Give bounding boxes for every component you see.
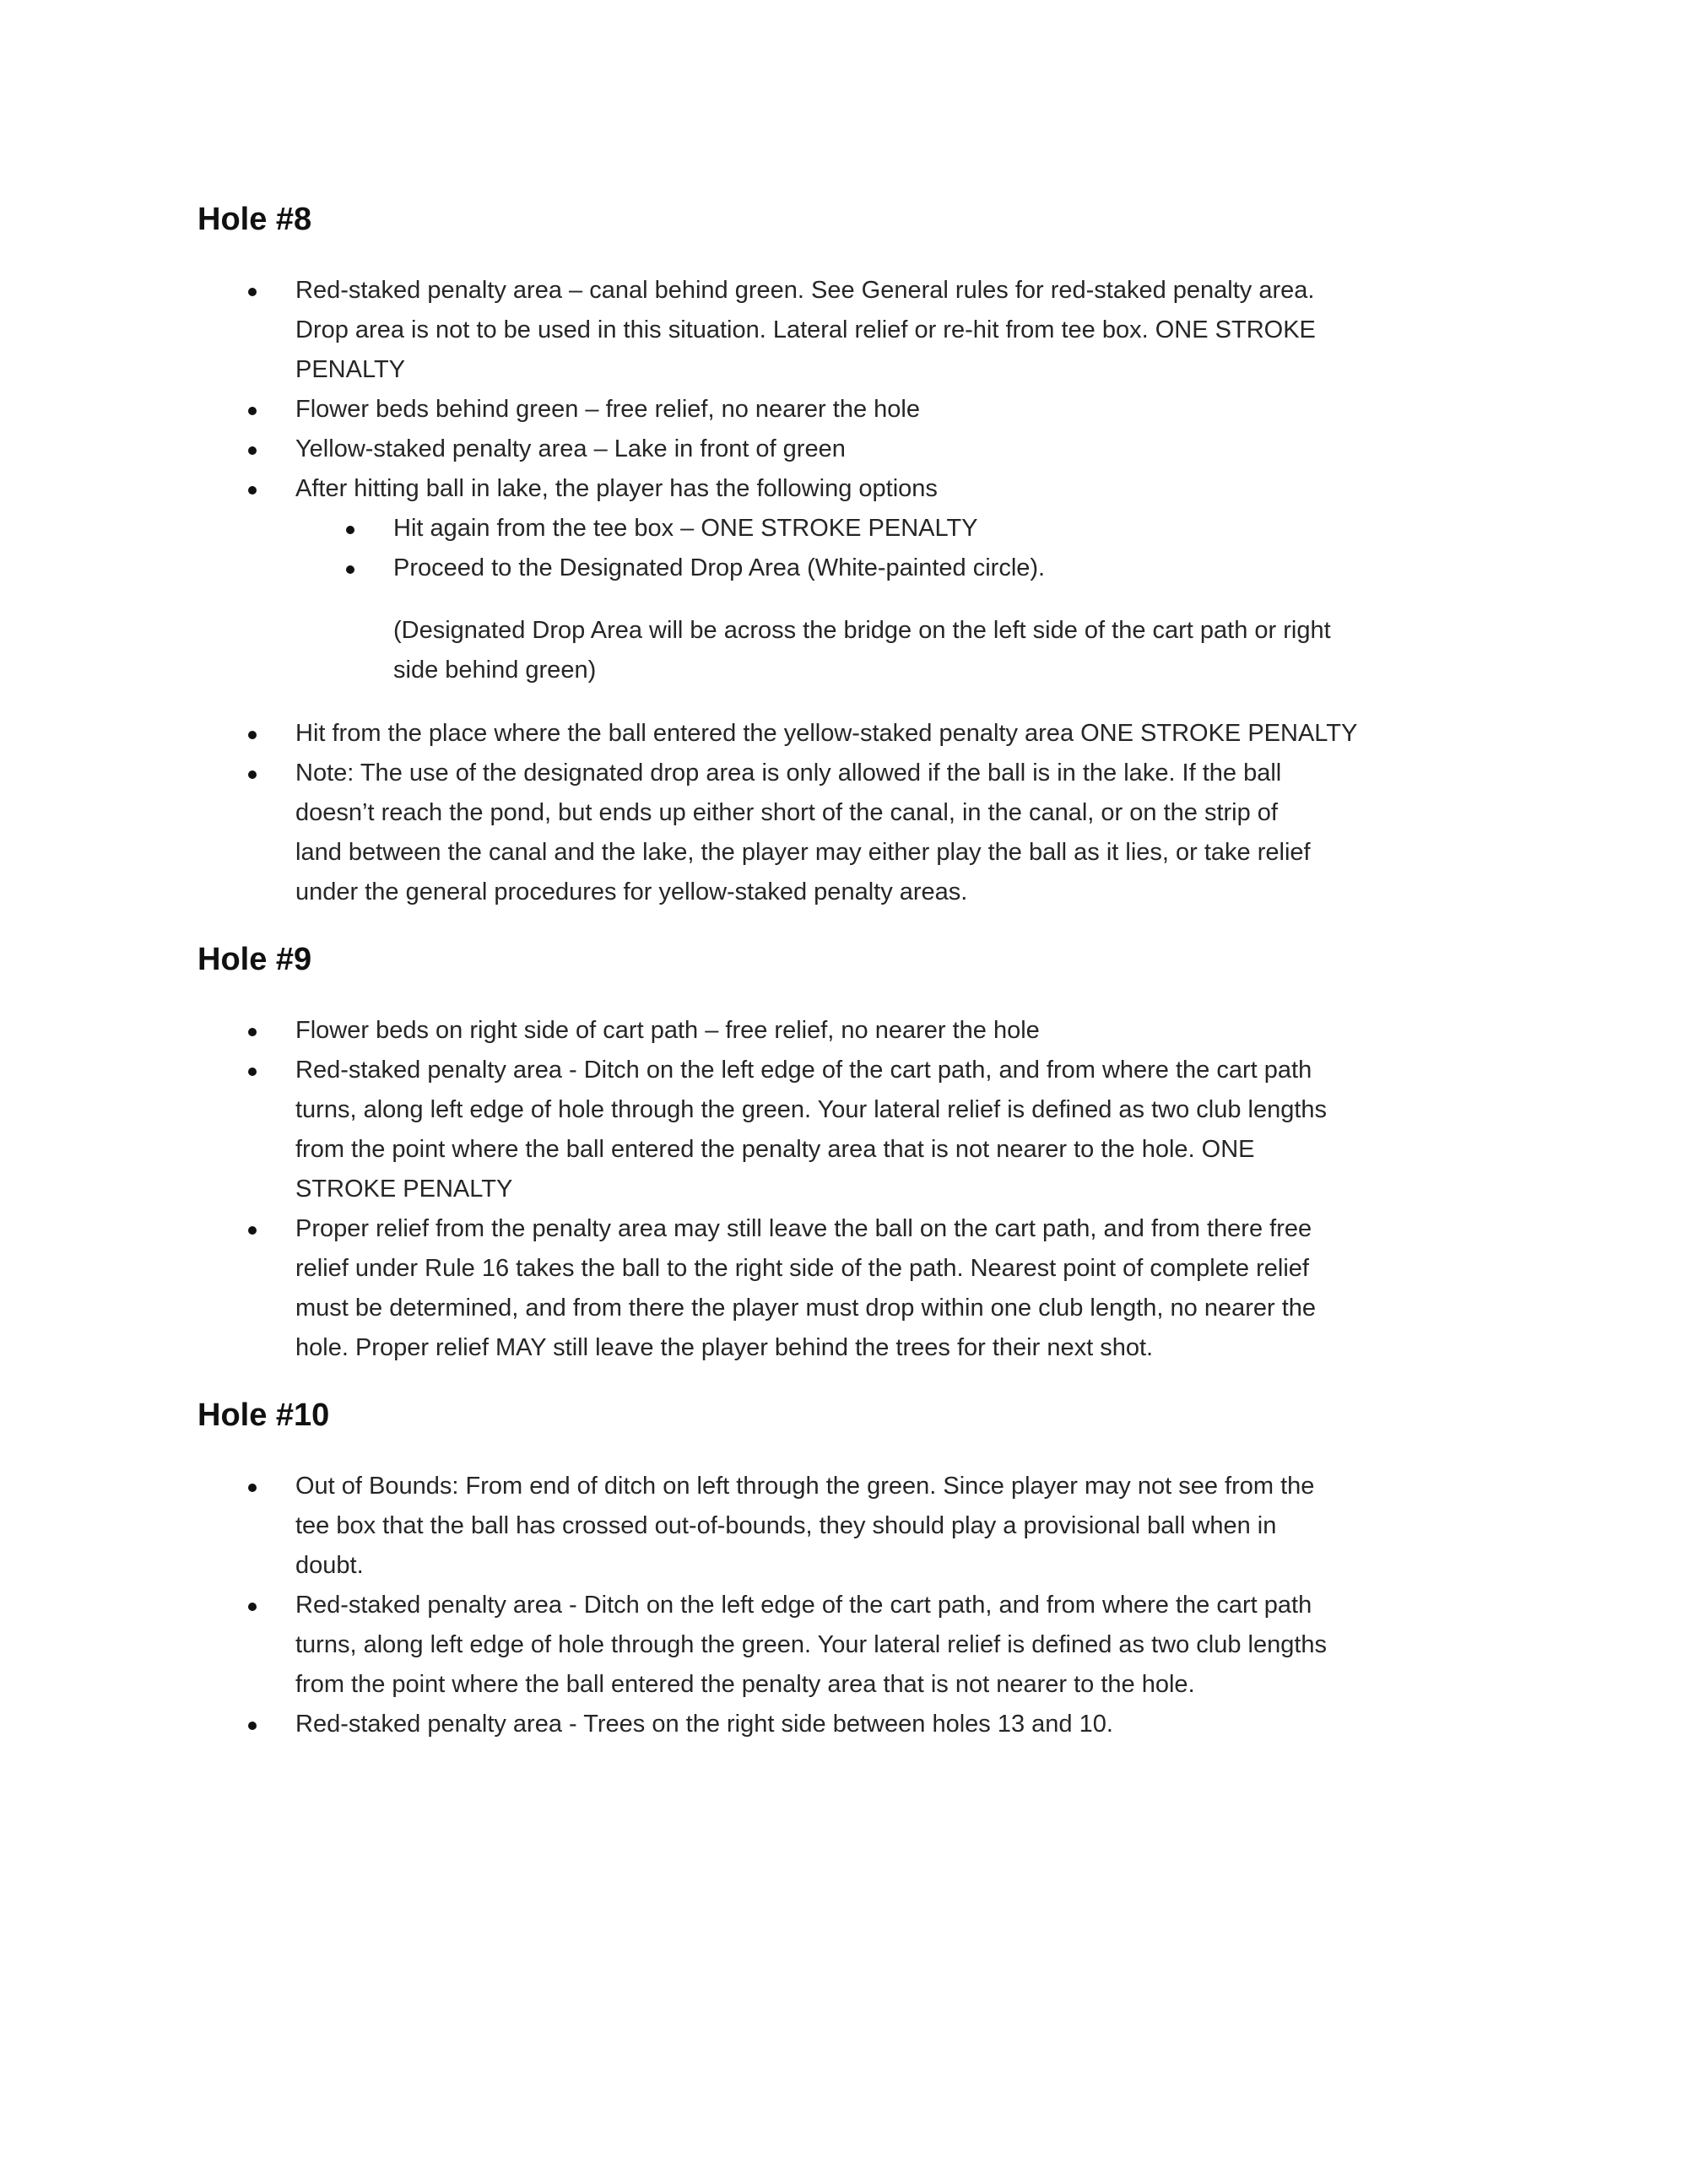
document-page [197,200,1497,1744]
bullet-icon [248,486,257,495]
text-line: Red-staked penalty area - Ditch on the left edge of the cart path, and from where the cart path [295,1057,1312,1084]
section-hole-8 [197,200,1497,912]
text-line: land between the canal and the lake, the player may either play the ball as it lies, or take relief [295,839,1311,866]
text-line: Hit from the place where the ball entered the yellow-staked penalty area ONE STROKE PENALTY [295,720,1358,747]
bullet-icon [248,1028,257,1036]
section-hole-9 [197,940,1497,1368]
text-line: Proper relief from the penalty area may still leave the ball on the cart path, and from there free [295,1215,1312,1242]
text-line: tee box that the ball has crossed out-of-bounds, they should play a provisional ball when in [295,1512,1277,1539]
list-item [197,1705,1497,1744]
text-line: (Designated Drop Area will be across the bridge on the left side of the cart path or right [393,617,1331,644]
text-line: doesn’t reach the pond, but ends up either short of the canal, in the canal, or on the strip of [295,799,1278,826]
text-line: under the general procedures for yellow-staked penalty areas. [295,878,968,905]
text-line: After hitting ball in lake, the player has the following options [295,475,938,502]
text-line: turns, along left edge of hole through the green. Your lateral relief is defined as two club lengths [295,1096,1328,1123]
section-heading: Hole #9 [197,942,312,977]
text-line: Flower beds behind green – free relief, no nearer the hole [295,396,920,423]
text-line: from the point where the ball entered the penalty area that is not nearer to the hole. [295,1671,1195,1698]
text-line: Yellow-staked penalty area – Lake in front of green [295,435,846,462]
list-item [197,509,1497,549]
text-line: Note: The use of the designated drop area is only allowed if the ball is in the lake. If the ball [295,760,1282,787]
list-item [197,1051,1497,1209]
bullet-icon [248,731,257,739]
text-line: hole. Proper relief MAY still leave the player behind the trees for their next shot. [295,1334,1154,1361]
drop-area-note [197,611,1497,690]
list-item [197,1586,1497,1705]
list-item [197,549,1497,588]
bullet-icon [248,1068,257,1076]
text-line: Red-staked penalty area – canal behind green. See General rules for red-staked penalty area. [295,277,1315,304]
bullet-icon [346,526,354,534]
list-item [197,1467,1497,1586]
bullet-icon [346,565,354,574]
text-line: side behind green) [393,657,597,684]
list-item [197,271,1497,390]
text-line: must be determined, and from there the player must drop within one club length, no nearer the [295,1295,1317,1322]
bullet-icon [248,1484,257,1492]
bullet-icon [248,288,257,296]
text-line: Drop area is not to be used in this situation. Lateral relief or re-hit from tee box. ONE STROKE [295,316,1316,343]
list-item [197,430,1497,469]
list-item [197,714,1497,754]
section-heading: Hole #10 [197,1397,330,1433]
bullet-icon [248,1226,257,1235]
bullet-icon [248,770,257,779]
text-line: Out of Bounds: From end of ditch on left through the green. Since player may not see from the [295,1473,1315,1500]
text-line: STROKE PENALTY [295,1176,513,1203]
text-line: doubt. [295,1552,364,1579]
section-hole-10 [197,1396,1497,1744]
list-item [197,1011,1497,1051]
bullet-list [197,1467,1497,1744]
list-item [197,469,1497,509]
bullet-list [197,1011,1497,1368]
text-line: Proceed to the Designated Drop Area (White-painted circle). [393,554,1046,581]
text-line: turns, along left edge of hole through the green. Your lateral relief is defined as two club lengths [295,1631,1328,1658]
bullet-list [197,714,1497,912]
bullet-icon [248,407,257,415]
text-line: Red-staked penalty area - Ditch on the left edge of the cart path, and from where the cart path [295,1592,1312,1619]
text-line: from the point where the ball entered the penalty area that is not nearer to the hole. ONE [295,1136,1255,1163]
bullet-icon [248,1603,257,1611]
list-item [197,754,1497,912]
bullet-icon [248,446,257,455]
text-line: Flower beds on right side of cart path – free relief, no nearer the hole [295,1017,1040,1044]
text-line: relief under Rule 16 takes the ball to the right side of the path. Nearest point of complete relief [295,1255,1309,1282]
text-line: PENALTY [295,356,406,383]
text-line: Red-staked penalty area - Trees on the right side between holes 13 and 10. [295,1711,1113,1738]
text-line: Hit again from the tee box – ONE STROKE PENALTY [393,515,978,542]
list-item [197,390,1497,430]
list-item [197,1209,1497,1368]
bullet-icon [248,1722,257,1730]
sub-bullet-list [197,509,1497,588]
bullet-list [197,271,1497,509]
section-heading: Hole #8 [197,202,312,237]
